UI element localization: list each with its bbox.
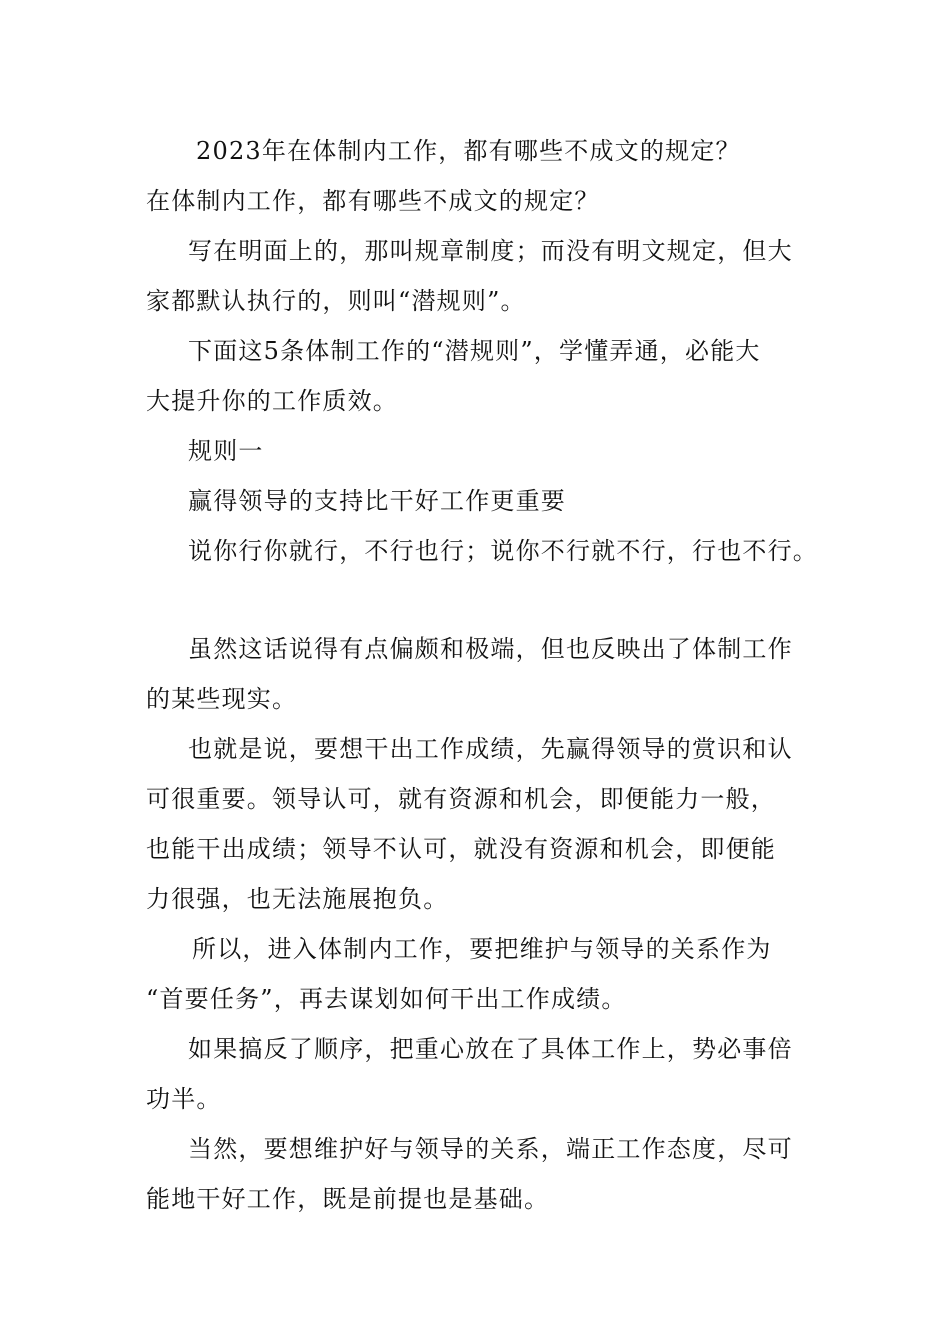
section-heading: 规则一: [188, 437, 264, 465]
text-line: 家都默认执行的，则叫“潜规则”。: [146, 287, 526, 315]
text-line: 能地干好工作，既是前提也是基础。: [146, 1185, 550, 1213]
text-line: 写在明面上的，那叫规章制度；而没有明文规定，但大: [188, 237, 793, 265]
document-title: 2023年在体制内工作，都有哪些不成文的规定？: [196, 137, 741, 165]
text-line: 当然，要想维护好与领导的关系，端正工作态度，尽可: [188, 1135, 793, 1163]
text-line: 所以，进入体制内工作，要把维护与领导的关系作为: [192, 935, 772, 963]
text-line: 虽然这话说得有点偏颇和极端，但也反映出了体制工作: [188, 635, 793, 663]
text-line: 如果搞反了顺序，把重心放在了具体工作上，势必事倍: [188, 1035, 793, 1063]
text-line: 的某些现实。: [146, 685, 298, 713]
text-line: 大提升你的工作质效。: [146, 387, 398, 415]
text-line: 力很强，也无法施展抱负。: [146, 885, 449, 913]
text-line: 可很重要。领导认可，就有资源和机会，即便能力一般，: [146, 785, 776, 813]
text-line: 功半。: [146, 1085, 222, 1113]
text-line: 下面这5条体制工作的“潜规则”，学懂弄通，必能大: [188, 337, 761, 365]
text-line: “首要任务”，再去谋划如何干出工作成绩。: [146, 985, 627, 1013]
text-line: 也就是说，要想干出工作成绩，先赢得领导的赏识和认: [188, 735, 793, 763]
text-line: 说你行你就行，不行也行；说你不行就不行，行也不行。: [188, 537, 818, 565]
text-line: 也能干出成绩；领导不认可，就没有资源和机会，即便能: [146, 835, 776, 863]
section-subheading: 赢得领导的支持比干好工作更重要: [188, 487, 566, 515]
text-line: 在体制内工作，都有哪些不成文的规定？: [146, 187, 600, 215]
